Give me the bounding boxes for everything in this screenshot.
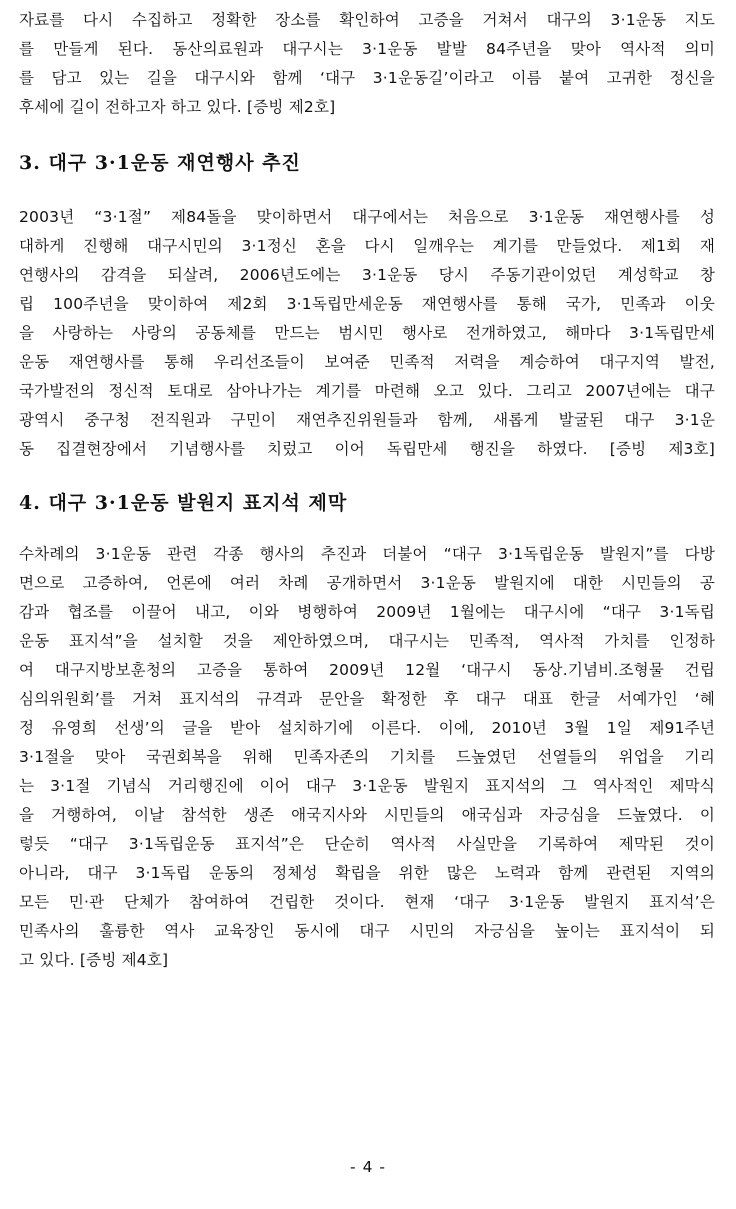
text-line: 를 만들게 된다. 동산의료원과 대구시는 3·1운동 발발 84주년을 맞아 역사적 의미: [19, 40, 715, 58]
text-line: 3·1절을 맞아 국권회복을 위해 민족자존의 기치를 드높였던 선열들의 위업을 기리: [19, 748, 715, 766]
section-3-heading: 3. 대구 3·1운동 재연행사 추진: [19, 152, 301, 174]
text-line: 를 담고 있는 길을 대구시와 함께 ‘대구 3·1운동길’이라고 이름 붙여 고귀한 정신을: [19, 69, 715, 87]
text-line: 을 사랑하는 사랑의 공동체를 만드는 범시민 행사로 전개하였고, 해마다 3·1독립만세: [19, 324, 715, 342]
text-line: 운동 표지석”을 설치할 것을 제안하였으며, 대구시는 민족적, 역사적 가치를 인정하: [19, 632, 715, 650]
text-line: 감과 협조를 이끌어 내고, 이와 병행하여 2009년 1월에는 대구시에 “대구 3·1독립: [19, 603, 715, 621]
text-line: 면으로 고증하여, 언론에 여러 차례 공개하면서 3·1운동 발원지에 대한 시민들의 공: [19, 574, 715, 592]
text-line: 연행사의 감격을 되살려, 2006년도에는 3·1운동 당시 주동기관이었던 계성학교 창: [19, 266, 715, 284]
text-line: 여 대구지방보훈청의 고증을 통하여 2009년 12월 ‘대구시 동상.기념비.조형물 건립: [19, 661, 715, 679]
text-line: 자료를 다시 수집하고 정확한 장소를 확인하여 고증을 거쳐서 대구의 3·1운동 지도: [19, 11, 715, 29]
text-line: 모든 민·관 단체가 참여하여 건립한 것이다. 현재 ‘대구 3·1운동 발원지 표지석’은: [19, 893, 715, 911]
section-4-paragraph: [19, 540, 715, 975]
text-line: 고 있다. [증빙 제4호]: [19, 951, 169, 969]
section-3-paragraph: [19, 203, 715, 464]
page-number: - 4 -: [350, 1158, 386, 1176]
document-page: [19, 0, 715, 975]
text-line: 정 유영희 선생’의 글을 받아 설치하기에 이른다. 이에, 2010년 3월 1일 제91주년: [19, 719, 715, 737]
text-line: 후세에 길이 전하고자 하고 있다. [증빙 제2호]: [19, 98, 336, 116]
text-line: 립 100주년을 맞이하여 제2회 3·1독립만세운동 재연행사를 통해 국가, 민족과 이웃: [19, 295, 715, 313]
text-line: 국가발전의 정신적 토대로 삼아나가는 계기를 마련해 오고 있다. 그리고 2007년에는 대구: [19, 382, 715, 400]
text-line: 수차례의 3·1운동 관련 각종 행사의 추진과 더불어 “대구 3·1독립운동 발원지”를 다방: [19, 545, 715, 563]
text-line: 동 집결현장에서 기념행사를 치렀고 이어 독립만세 행진을 하였다. [증빙 제3호]: [19, 440, 715, 458]
text-line: 민족사의 훌륭한 역사 교육장인 동시에 대구 시민의 자긍심을 높이는 표지석이 되: [19, 922, 715, 940]
text-line: 는 3·1절 기념식 거리행진에 이어 대구 3·1운동 발원지 표지석의 그 역사적인 제막식: [19, 777, 715, 795]
text-line: 렇듯 “대구 3·1독립운동 표지석”은 단순히 역사적 사실만을 기록하여 제막된 것이: [19, 835, 715, 853]
text-line: 2003년 “3·1절” 제84돌을 맞이하면서 대구에서는 처음으로 3·1운동 재연행사를 성: [19, 208, 715, 226]
text-line: 대하게 진행해 대구시민의 3·1정신 혼을 다시 일깨우는 계기를 만들었다. 제1회 재: [19, 237, 715, 255]
text-line: 심의위원회’를 거쳐 표지석의 규격과 문안을 확정한 후 대구 대표 한글 서예가인 ‘혜: [19, 690, 715, 708]
text-line: 아니라, 대구 3·1독립 운동의 정체성 확립을 위한 많은 노력과 함께 관련된 지역의: [19, 864, 715, 882]
text-line: 광역시 중구청 전직원과 구민이 재연추진위원들과 함께, 새롭게 발굴된 대구 3·1운: [19, 411, 715, 429]
section-4-heading: 4. 대구 3·1운동 발원지 표지석 제막: [19, 492, 348, 514]
intro-paragraph: [19, 6, 715, 122]
text-line: 운동 재연행사를 통해 우리선조들이 보여준 민족적 저력을 계승하여 대구지역 발전,: [19, 353, 715, 371]
text-line: 을 거행하여, 이날 참석한 생존 애국지사와 시민들의 애국심과 자긍심을 드높였다. 이: [19, 806, 715, 824]
